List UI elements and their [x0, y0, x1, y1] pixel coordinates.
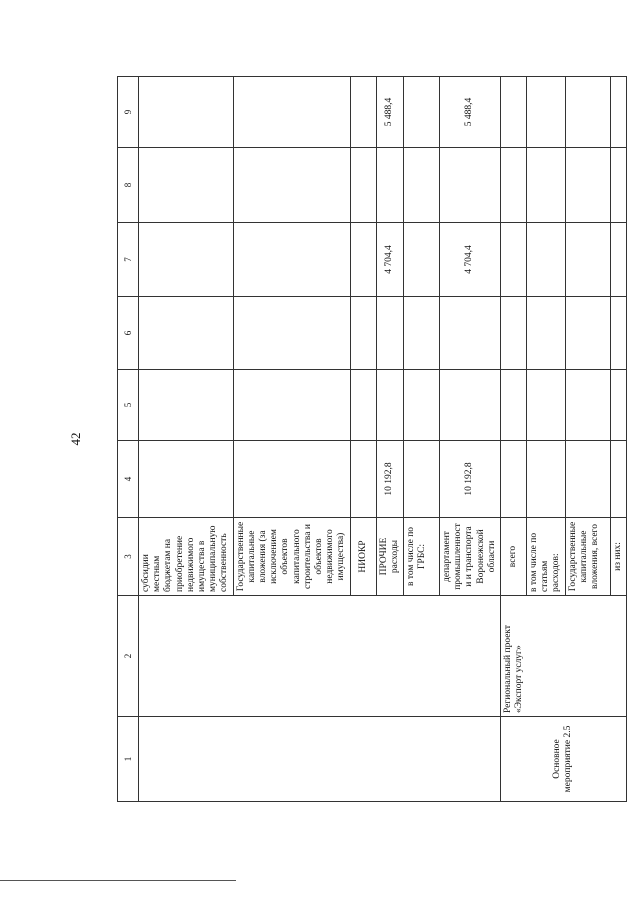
value-cell — [139, 370, 234, 441]
value-cell — [440, 297, 501, 370]
value-cell — [350, 370, 376, 441]
value-cell — [610, 297, 626, 370]
value-cell — [404, 148, 440, 223]
value-cell — [139, 441, 234, 518]
expense-type-cell: департамент промышленности и транспорта Воронежской области — [440, 518, 501, 596]
expense-type-cell: в том числе по ГРБС: — [404, 518, 440, 596]
value-cell — [527, 370, 566, 441]
expense-type-cell: субсидии местным бюджетам на приобретение недвижимого имущества в муниципальную собственность — [139, 518, 234, 596]
value-cell — [527, 223, 566, 297]
value-cell: 10 192,8 — [440, 441, 501, 518]
budget-table — [117, 76, 627, 802]
value-cell — [501, 297, 527, 370]
header-cell: 8 — [118, 148, 139, 223]
value-cell — [233, 148, 350, 223]
value-cell — [233, 370, 350, 441]
page-number: 42 — [68, 432, 83, 446]
value-cell — [404, 297, 440, 370]
value-cell: 10 192,8 — [376, 441, 403, 518]
expense-type-cell: Государственные капитальные вложения, всего — [565, 518, 610, 596]
value-cell — [565, 223, 610, 297]
value-cell — [565, 370, 610, 441]
value-cell — [233, 441, 350, 518]
value-cell — [527, 441, 566, 518]
value-cell: 4 704,4 — [440, 223, 501, 297]
expense-type-cell: из них: — [610, 518, 626, 596]
value-cell — [501, 223, 527, 297]
table-row — [501, 77, 527, 802]
value-cell — [501, 441, 527, 518]
value-cell — [376, 370, 403, 441]
header-cell: 2 — [118, 596, 139, 717]
value-cell — [350, 223, 376, 297]
event-code-cell — [139, 717, 501, 802]
value-cell: 5 488,4 — [376, 77, 403, 148]
value-cell — [565, 148, 610, 223]
value-cell — [527, 297, 566, 370]
value-cell — [404, 441, 440, 518]
expense-type-cell: в том числе по статьям расходов: — [527, 518, 566, 596]
value-cell — [610, 441, 626, 518]
header-cell: 9 — [118, 77, 139, 148]
value-cell — [139, 223, 234, 297]
value-cell — [404, 370, 440, 441]
value-cell — [404, 223, 440, 297]
header-cell: 1 — [118, 717, 139, 802]
value-cell — [233, 77, 350, 148]
value-cell — [350, 148, 376, 223]
value-cell — [565, 297, 610, 370]
header-cell: 6 — [118, 297, 139, 370]
header-cell: 7 — [118, 223, 139, 297]
value-cell — [404, 77, 440, 148]
header-cell: 5 — [118, 370, 139, 441]
value-cell: 5 488,4 — [440, 77, 501, 148]
event-code-cell: Основное мероприятие 2.5 — [501, 717, 627, 802]
expense-type-cell: НИОКР — [350, 518, 376, 596]
expense-type-cell: ПРОЧИЕ расходы — [376, 518, 403, 596]
value-cell — [610, 77, 626, 148]
value-cell — [501, 370, 527, 441]
value-cell — [565, 77, 610, 148]
header-cell: 4 — [118, 441, 139, 518]
value-cell — [501, 77, 527, 148]
value-cell — [376, 148, 403, 223]
header-cell: 3 — [118, 518, 139, 596]
expense-type-cell: всего — [501, 518, 527, 596]
header-row — [118, 77, 139, 802]
value-cell — [610, 148, 626, 223]
value-cell — [527, 77, 566, 148]
value-cell — [501, 148, 527, 223]
value-cell — [440, 370, 501, 441]
footnote-separator — [0, 880, 236, 881]
value-cell — [440, 148, 501, 223]
value-cell — [139, 77, 234, 148]
value-cell — [565, 441, 610, 518]
value-cell — [233, 223, 350, 297]
event-name-cell: Региональный проект «Экспорт услуг» — [501, 596, 627, 717]
value-cell — [139, 297, 234, 370]
value-cell: 4 704,4 — [376, 223, 403, 297]
rotated-table-container — [117, 77, 623, 802]
value-cell — [527, 148, 566, 223]
event-name-cell — [139, 596, 501, 717]
value-cell — [350, 441, 376, 518]
expense-type-cell: Государственные капитальные вложения (за исключением объектов капитального строительства и объектов недвижимого имущества) — [233, 518, 350, 596]
value-cell — [376, 297, 403, 370]
value-cell — [350, 77, 376, 148]
table-row — [139, 77, 234, 802]
value-cell — [350, 297, 376, 370]
value-cell — [610, 370, 626, 441]
value-cell — [139, 148, 234, 223]
value-cell — [233, 297, 350, 370]
value-cell — [610, 223, 626, 297]
